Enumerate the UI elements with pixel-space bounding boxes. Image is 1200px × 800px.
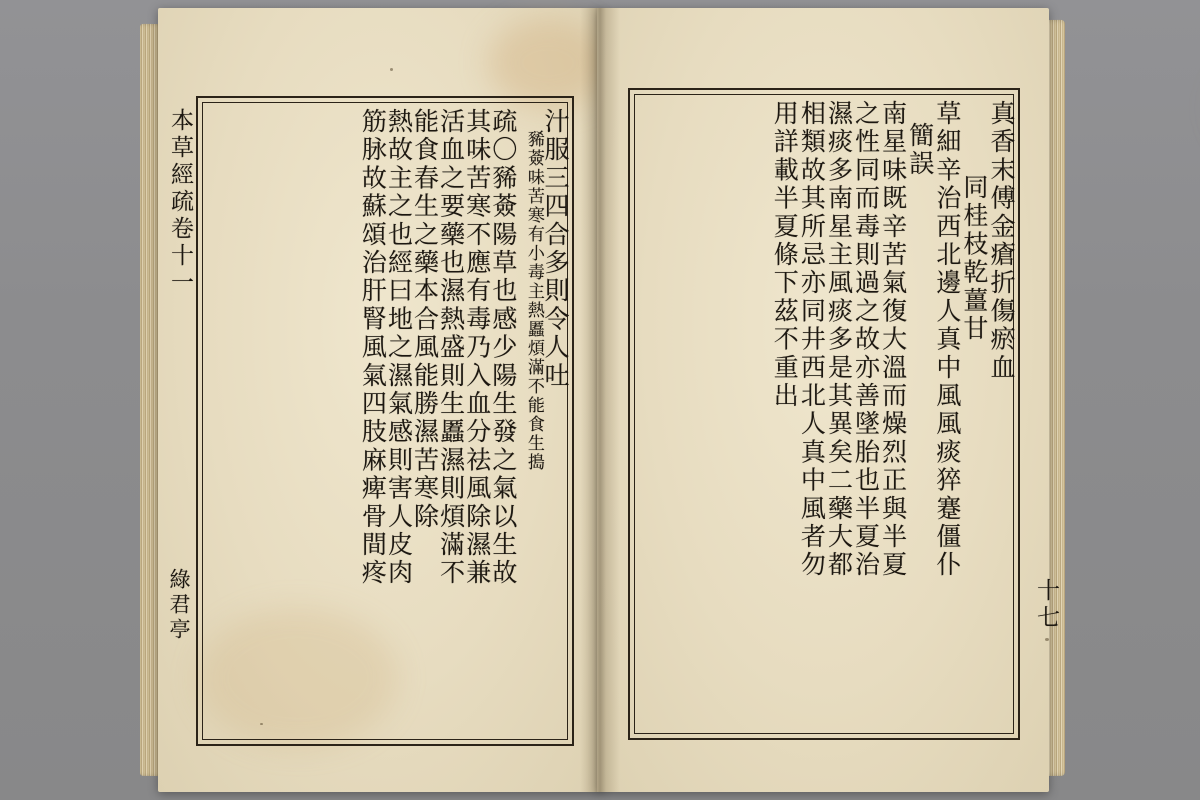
text-column: 其味苦寒不應有毒乃入血分祛風除濕兼: [462, 108, 492, 588]
text-column: 草細辛治西北邊人真中風風痰猝蹇僵仆: [932, 100, 962, 580]
text-column: 能食春生之藥本合風能勝濕苦寒除: [410, 108, 440, 531]
text-column: 熱故主之也經曰地之濕氣感則害人皮肉: [384, 108, 414, 588]
text-column: 筋脉故蘇頌治肝腎風氣四肢麻痺骨間疼: [358, 108, 388, 588]
section-heading-column: 簡誤: [905, 122, 935, 179]
text-column: 豨薟味苦寒有小毒主熱䘌煩滿不能食生搗: [523, 130, 544, 472]
text-column: 同桂枝乾薑甘: [959, 174, 989, 344]
text-column: 相類故其所忌亦同井西北人真中風者勿: [797, 100, 827, 580]
text-column: 疏〇豨薟陽草也感少陽生發之氣以生故: [488, 108, 518, 588]
open-book: [140, 8, 1065, 792]
text-column: 活血之要藥也濕熱盛則生䘌濕則煩滿不: [436, 108, 466, 588]
text-column: 之性同而毒則過之故亦善墜胎也半夏治: [851, 100, 881, 580]
text-column: 用詳載半夏條下茲不重出: [770, 100, 800, 411]
paper-stain: [488, 18, 608, 108]
left-page-columns: [202, 104, 568, 738]
engraver-mark: 綠君亭: [167, 568, 191, 643]
text-column: 汁服三四合多則令人吐: [541, 108, 570, 390]
text-column: 真香末傅金瘡折傷瘀血: [987, 100, 1016, 382]
book-title-margin: 本草經疏卷十一: [167, 108, 193, 297]
folio-number: 十七: [1033, 578, 1059, 632]
text-column: 南星味既辛苦氣復大溫而燥烈正與半夏: [878, 100, 908, 580]
right-page-columns: [634, 96, 1014, 732]
text-column: 濕痰多南星主風痰多是其異矣二藥大都: [824, 100, 854, 580]
